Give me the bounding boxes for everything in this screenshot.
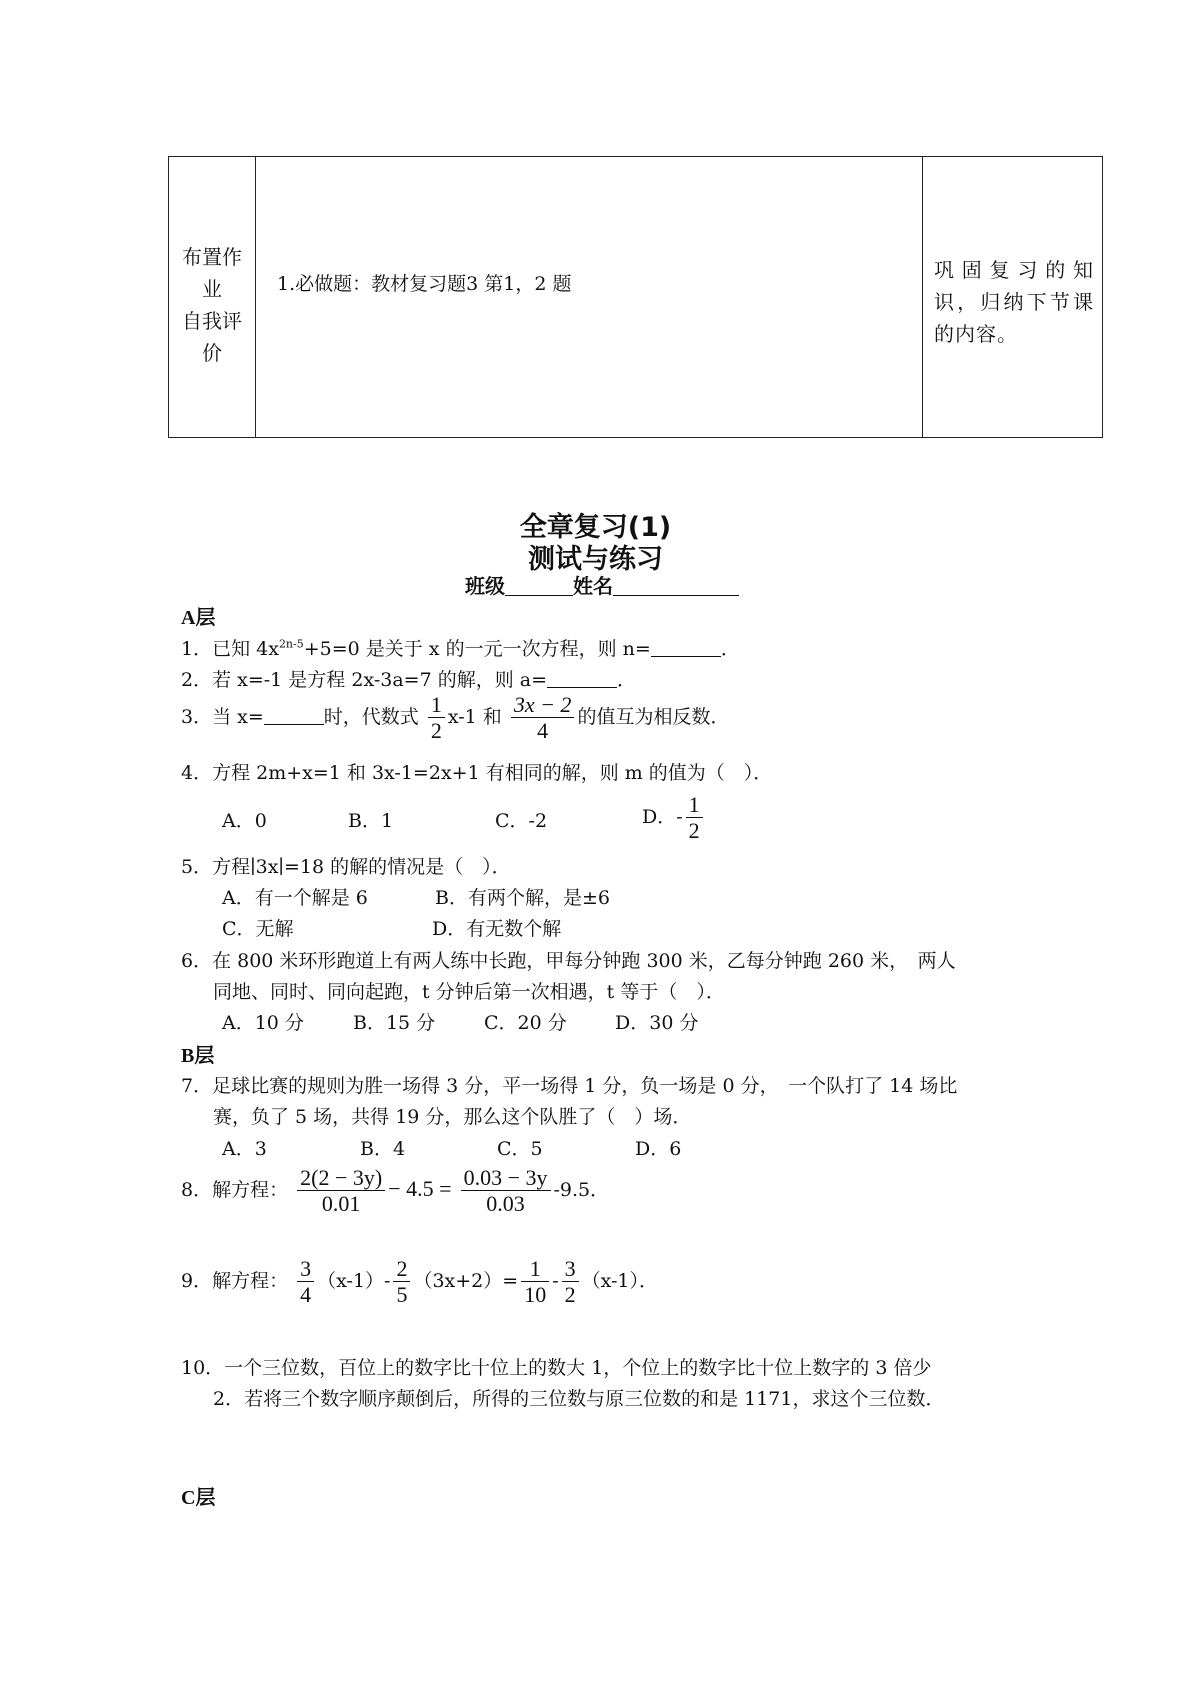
q9-fraction-2: $\frac{2}{5}$ — [393, 1256, 410, 1308]
q1-prefix: 1．已知 4x — [181, 638, 279, 660]
q9-prefix: 9．解方程： — [181, 1269, 289, 1292]
table-divider — [255, 157, 256, 437]
label-line: 价 — [202, 341, 222, 365]
q5-option-a: A．有一个解是 6 — [222, 887, 368, 909]
q3-part-a: 3．当 x= — [181, 705, 264, 728]
q8-end: -9.5． — [553, 1178, 610, 1201]
class-blank — [505, 577, 573, 596]
homework-table — [168, 156, 1103, 438]
class-label: 班级 — [465, 574, 505, 598]
q3-part-d: 的值互为相反数． — [577, 705, 730, 728]
q5-option-d: D．有无数个解 — [432, 918, 562, 940]
question-6-line-2: 同地、同时、同向起跑，t 分钟后第一次相遇，t 等于（ ）． — [213, 981, 725, 1003]
q6-option-c: C．20 分 — [484, 1012, 567, 1034]
q3-part-c: x-1 和 — [447, 705, 502, 728]
q9-fraction-4: $\frac{3}{2}$ — [562, 1256, 579, 1308]
name-blank — [613, 577, 739, 596]
q2-blank — [547, 671, 617, 688]
q6-option-b: B．15 分 — [353, 1012, 436, 1034]
q4-option-c: C．-2 — [495, 810, 548, 832]
q2-text: 2．若 x=-1 是方程 2x-3a=7 的解，则 a= — [181, 669, 547, 691]
q8-prefix: 8．解方程： — [181, 1178, 289, 1201]
section-b-heading: B层 — [181, 1045, 215, 1067]
question-1 — [181, 634, 740, 661]
class-name-line — [465, 570, 739, 599]
name-label: 姓名 — [573, 574, 613, 598]
q4-option-d-fraction: $\frac{1}{2}$ — [686, 792, 703, 844]
question-2 — [181, 665, 636, 692]
q8-fraction-1: $\frac{2(2 - 3y)}{0.01}$ — [297, 1165, 385, 1217]
q6-option-d: D．30 分 — [615, 1012, 699, 1034]
question-6-line-1: 6．在 800 米环形跑道上有两人练中长跑，甲每分钟跑 300 米，乙每分钟跑 260 米， 两人 — [181, 950, 956, 972]
table-divider — [922, 157, 923, 437]
q3-part-b: 时，代数式 — [323, 705, 419, 728]
question-8 — [181, 1165, 609, 1217]
q9-part-a: （x-1）- — [317, 1269, 391, 1292]
q7-option-b: B．4 — [360, 1138, 406, 1160]
q3-fraction-2: $\frac{3x - 2}{4}$ — [511, 692, 575, 744]
q3-fraction-1: $\frac{1}{2}$ — [428, 692, 445, 744]
q6-option-a: A．10 分 — [222, 1012, 304, 1034]
q7-option-a: A．3 — [222, 1138, 267, 1160]
section-a-heading: A层 — [181, 607, 216, 629]
homework-purpose: 巩固复习的知识，归纳下节课的内容。 — [934, 258, 1094, 346]
q9-fraction-3: $\frac{1}{10}$ — [521, 1256, 549, 1308]
q8-middle: − 4.5 = — [388, 1175, 452, 1201]
q4-option-d: D．- $\frac{1}{2}$ — [642, 792, 706, 844]
q4-option-b: B．1 — [348, 810, 394, 832]
q1-blank — [651, 640, 721, 657]
q7-option-d: D．6 — [635, 1138, 682, 1160]
page-title: 全章复习(1) — [519, 512, 672, 543]
q9-part-b: （3x+2）= — [413, 1269, 519, 1292]
q3-blank — [264, 708, 324, 725]
question-7-line-1: 7．足球比赛的规则为胜一场得 3 分，平一场得 1 分，负一场是 0 分， 一个队打了 14 场比 — [181, 1075, 958, 1097]
homework-content: 1.必做题：教材复习题3 第1，2 题 — [277, 273, 572, 295]
label-line: 自我评 — [182, 309, 242, 333]
homework-label — [169, 241, 255, 369]
question-9 — [181, 1256, 658, 1308]
q5-option-b: B．有两个解，是±6 — [435, 887, 610, 909]
q1-rest: +5=0 是关于 x 的一元一次方程，则 n= — [303, 638, 651, 660]
q7-option-c: C．5 — [497, 1138, 543, 1160]
question-7-line-2: 赛，负了 5 场，共得 19 分，那么这个队胜了（ ）场． — [213, 1106, 692, 1128]
question-3 — [181, 692, 729, 744]
q9-part-d: （x-1）． — [581, 1269, 658, 1292]
q1-end: ． — [720, 638, 740, 660]
q9-part-c: - — [552, 1269, 559, 1292]
q9-fraction-1: $\frac{3}{4}$ — [297, 1256, 314, 1308]
page-subtitle: 测试与练习 — [528, 544, 663, 575]
question-10-line-2: 2．若将三个数字顺序颠倒后，所得的三位数与原三位数的和是 1171，求这个三位数． — [213, 1388, 945, 1410]
question-10-line-1: 10．一个三位数，百位上的数字比十位上的数大 1，个位上的数字比十位上数字的 3 倍少 — [181, 1357, 932, 1379]
q8-fraction-2: $\frac{0.03 - 3y}{0.03}$ — [461, 1165, 551, 1217]
q1-exponent: 2n-5 — [278, 637, 304, 651]
question-4: 4．方程 2m+x=1 和 3x-1=2x+1 有相同的解，则 m 的值为（ ）． — [181, 762, 773, 784]
label-line: 布置作 — [182, 245, 242, 269]
q2-end: ． — [617, 669, 637, 691]
q5-option-c: C．无解 — [222, 918, 294, 940]
label-line: 业 — [202, 277, 222, 301]
q4-option-a: A．0 — [222, 810, 267, 832]
question-5: 5．方程∣3x∣=18 的解的情况是（ ）． — [181, 856, 511, 878]
section-c-heading: C层 — [181, 1487, 216, 1509]
